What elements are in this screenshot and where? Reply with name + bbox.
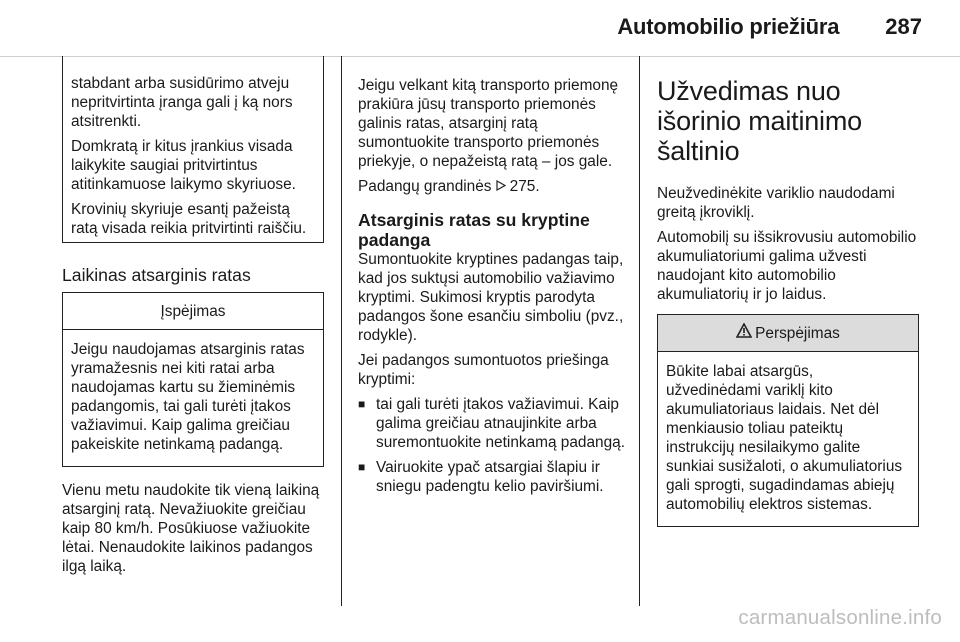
column-divider-2 [639, 56, 640, 606]
jump-start-paragraph-1: Neužvedinėkite variklio naudodami greitą įkroviklį. [657, 185, 895, 221]
section-heading-temporary-spare: Laikinas atsarginis ratas [62, 265, 251, 285]
caution-title-bar [658, 315, 918, 352]
warning-triangle-icon [736, 323, 752, 343]
tyre-chains-reference [358, 177, 628, 196]
triangle-arrow-right-icon [496, 178, 510, 194]
caution-title: Perspėjimas [755, 324, 840, 342]
column-middle [358, 76, 628, 502]
jump-start-paragraph-2: Automobilį su išsikrovusiu automobilio akumuliatoriumi galima užvesti naudojant kito automobilio akumuliatorių ir jo laidus. [657, 229, 917, 303]
notice-box [62, 292, 324, 467]
tyre-chains-label: Padangų grandinės [358, 178, 492, 195]
opposite-direction-paragraph: Jei padangos sumontuotos priešinga kryptimi: [358, 352, 609, 388]
chapter-title: Automobilio priežiūra [617, 14, 840, 39]
caution-box [657, 314, 919, 527]
notice-text: Jeigu naudojamas atsarginis ratas yramažesnis nei kiti ratai arba naudojamas kartu su žieminėmis padangomis, tai gali turėti įtakos važiavimui. Kaip galima greičiau pakeiskite netinkamą padangą. [71, 341, 305, 453]
page-header [617, 14, 922, 40]
section-heading-jump-start: Užvedimas nuo išorinio maitinimo šaltinio [657, 76, 862, 166]
towing-paragraph: Jeigu velkant kitą transporto priemonę prakiūra jūsų transporto priemonės galinis ratas, atsarginį ratą sumontuokite transporto priemonės priekyje, o nepažeistą ratą – jos gale. [358, 77, 619, 170]
opposite-direction-list [358, 395, 628, 496]
caution-text: Būkite labai atsargūs, užvedinėdami variklį kito akumuliatoriaus laidais. Net dėl menkiausio toliau pateiktų instrukcijų nesilaikymo galite sunkiai susižaloti, o akumuliatorius gali sprogti, sugadindamas abiejų automobilių elektros sistemas. [666, 363, 903, 513]
section-heading-directional-spare: Atsarginis ratas su kryptine padanga [358, 210, 590, 250]
directional-paragraph: Sumontuokite kryptines padangas taip, kad jos suktųsi automobilio važiavimo kryptimi. Sukimosi kryptis parodyta padangos šone esančiu simboliu (pvz., rodykle). [358, 251, 624, 344]
warning-text-3: Krovinių skyriuje esantį pažeistą ratą visada reikia pritvirtinti raiščiu. [71, 201, 307, 237]
square-bullet-icon: ■ [358, 460, 366, 474]
tyre-chains-page: 275. [509, 178, 540, 195]
column-divider-1 [341, 56, 342, 606]
column-right [657, 76, 919, 527]
warning-text-1: stabdant arba susidūrimo atveju nepritvirtinta įranga gali į ką nors atsitrenkti. [71, 75, 293, 130]
notice-title: Įspėjimas [63, 293, 323, 330]
page-number: 287 [885, 14, 922, 39]
watermark-logo: carmanualsonline.info [738, 606, 942, 629]
temporary-spare-paragraph: Vienu metu naudokite tik vieną laikiną atsarginį ratą. Nevažiuokite greičiau kaip 80 km/h. Posūkiuose važiuokite lėtai. Nenaudokite laikinos padangos ilgą laiką. [62, 482, 320, 575]
column-left [62, 56, 324, 582]
continued-warning-box [62, 56, 324, 243]
list-item: ■ tai gali turėti įtakos važiavimui. Kaip galima greičiau atnaujinkite arba suremontuokite netinkamą padangą. [358, 396, 625, 451]
list-item: ■ Vairuokite ypač atsargiai šlapiu ir sniegu padengtu kelio paviršiumi. [358, 459, 604, 495]
square-bullet-icon: ■ [358, 397, 366, 411]
warning-text-2: Domkratą ir kitus įrankius visada laikykite saugiai pritvirtintus atitinkamuose laikymo skyriuose. [71, 138, 296, 193]
